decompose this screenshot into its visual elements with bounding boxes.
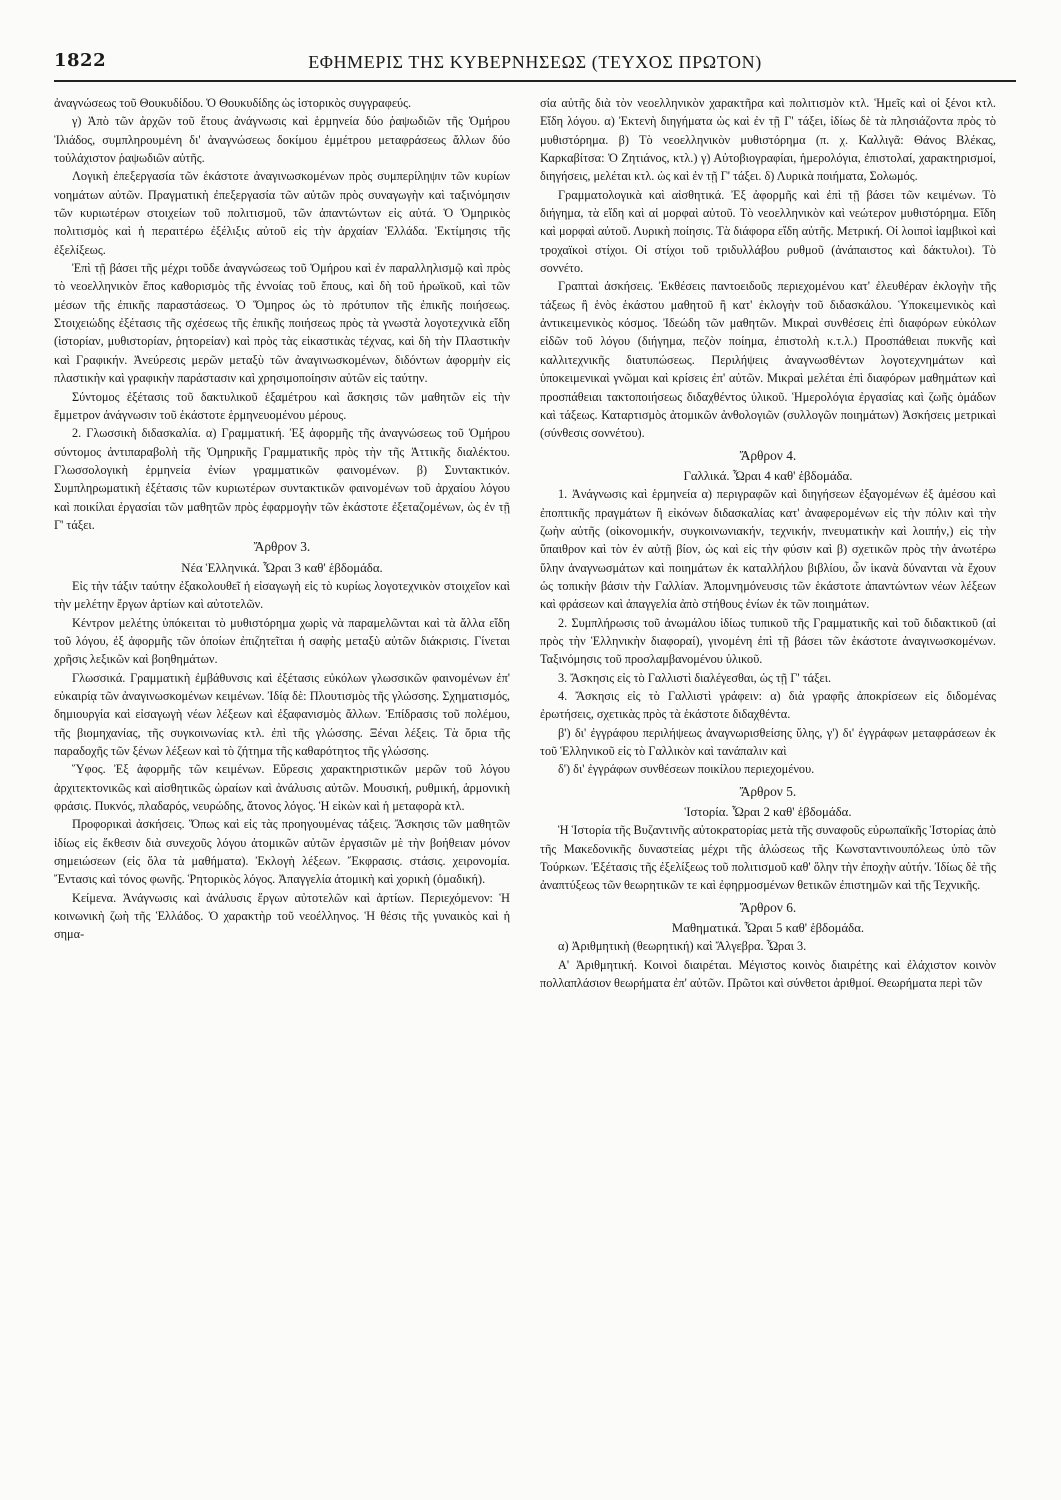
paragraph: Ἡ Ἱστορία τῆς Βυζαντινῆς αὐτοκρατορίας μετὰ τῆς συναφοῦς εὐρωπαϊκῆς Ἱστορίας ἀπὸ τῆς Μακεδονικῆς δυναστείας μέχρι τῆς ἁλώσεως τῆς Κωνσταντινουπόλεως ὑπὸ τῶν Τούρκων. Ἐξέτασις τῆς ἐξελίξεως τοῦ πολιτισμοῦ καθ' ὅλην τὴν ἐποχὴν αὐτήν. Ἰδίως δὲ τῆς ἀναπτύξεως τῶν θεωρητικῶν τε καὶ ἐφηρμοσμένων θετικῶν ἐπιστημῶν καὶ τῆς Τεχνικῆς.	[540, 823, 996, 893]
paragraph: γ) Ἀπὸ τῶν ἀρχῶν τοῦ ἔτους ἀνάγνωσις καὶ ἑρμηνεία δύο ῥαψωδιῶν τῆς Ὁμήρου Ἰλιάδος, συμπληρουμένη δι' ἀναγνώσεως δοκίμου ἐμμέτρου μεταφράσεως ἄλλων δύο τοὐλάχιστον ῥαψωδιῶν αὐτῆς.	[54, 114, 510, 166]
paragraph: β') δι' ἐγγράφου περιλήψεως ἀναγνωρισθείσης ὕλης, γ') δι' ἐγγράφων μεταφράσεων ἐκ τοῦ Ἑλληνικοῦ εἰς τὸ Γαλλικὸν καὶ τανάπαλιν καὶ	[540, 725, 996, 759]
paragraph: 4. Ἄσκησις εἰς τὸ Γαλλιστὶ γράφειν: α) διὰ γραφῆς ἀποκρίσεων εἰς διδομένας ἐρωτήσεις, σχετικὰς πρὸς τὰ ἑκάστοτε διδαχθέντα.	[540, 689, 996, 722]
paragraph: 2. Συμπλήρωσις τοῦ ἀνωμάλου ἰδίως τυπικοῦ τῆς Γραμματικῆς καὶ τοῦ διδακτικοῦ (αἱ πρὸς τὴν Ἑλληνικὴν διαφοραί), γινομένη ἐπὶ τῇ βάσει τῶν ἑκάστοτε ἀναγινωσκομένων. Ταξινόμησις τοῦ προσλαμβανομένου ὑλικοῦ.	[540, 615, 996, 667]
header-rule	[54, 80, 1016, 82]
paragraph: Λογικὴ ἐπεξεργασία τῶν ἑκάστοτε ἀναγινωσκομένων πρὸς συμπερίληψιν τῶν κυρίων νοημάτων αὐτῶν. Πραγματικὴ ἐπεξεργασία τῶν αὐτῶν πρὸς συναγωγὴν καὶ ταξινόμησιν τῶν κυριωτέρων στοιχείων τοῦ πολιτισμοῦ, τῶν ἀπαντώντων εἰς αὐτά. Ὁ Ὁμηρικὸς πολιτισμὸς καὶ ἡ περαιτέρω ἐξέλιξις αὐτοῦ εἰς τὴν ἀρχαίαν Ἑλλάδα. Ἐκτίμησις τῆς ἐξελίξεως.	[54, 169, 510, 257]
right-column	[540, 94, 996, 1484]
paragraph: 2. Γλωσσικὴ διδασκαλία. α) Γραμματική. Ἐξ ἀφορμῆς τῆς ἀναγνώσεως τοῦ Ὁμήρου σύντομος ἀντιπαραβολὴ τῆς Ὁμηρικῆς Γραμματικῆς πρὸς τὴν τῆς Ἀττικῆς διαλέκτου. Γλωσσολογικὴ ἑρμηνεία ἐνίων γραμματικῶν φαινομένων. β) Συντακτικόν. Συμπληρωματικὴ ἐξέτασις τῶν κυριωτέρων συντακτικῶν φαινομένων τοῦ ἀρχαίου λόγου καὶ ποικίλαι ἐργασίαι τῶν μαθητῶν πρὸς ἐφαρμογὴν τῶν ἑκάστοτε ἐξεταζομένων, ὡς ἐν τῇ Γ' τάξει.	[54, 426, 510, 532]
page-number: 1822	[54, 50, 107, 71]
paragraph: Ἐπὶ τῇ βάσει τῆς μέχρι τοῦδε ἀναγνώσεως τοῦ Ὁμήρου καὶ ἐν παραλληλισμῷ καὶ πρὸς τὸ νεοελληνικὸν ἔπος καθορισμὸς τῆς ἐννοίας τοῦ ἔπους, καὶ δὴ τοῦ ἡρωϊκοῦ, καὶ τῶν μέσων τῆς ἐπικῆς παραστάσεως. Ὁ Ὅμηρος ὡς τὸ πρότυπον τῆς ἐπικῆς ποιήσεως. Στοιχειώδης ἐξέτασις τῆς σχέσεως τῆς ἐπικῆς ποιήσεως πρὸς τὰ γνωστὰ λογοτεχνικὰ εἴδη (ἱστορίαν, μυθιστορίαν, ῥητορείαν) καὶ πρὸς τὰς εἰκαστικὰς τέχνας, καὶ δὴ τὴν Πλαστικὴν καὶ Γραφικήν. Ἀνεύρεσις μερῶν μεταξὺ τῶν ἀναγινωσκομένων, διδόντων ἀφορμὴν εἰς πλαστικὴν καὶ γραφικὴν παράστασιν καὶ χρησιμοποίησιν αὐτῶν εἰς ταύτην.	[54, 261, 510, 386]
paragraph: Σύντομος ἐξέτασις τοῦ δακτυλικοῦ ἑξαμέτρου καὶ ἄσκησις τῶν μαθητῶν εἰς τὴν ἔμμετρον ἀνάγνωσιν τοῦ ἑκάστοτε ἑρμηνευομένου μέρους.	[54, 389, 510, 422]
paragraph: σία αὐτῆς διὰ τὸν νεοελληνικὸν χαρακτῆρα καὶ πολιτισμὸν κτλ. Ἡμεῖς καὶ οἱ ξένοι κτλ. Εἴδη λόγου. α) Ἐκτενὴ διηγήματα ὡς καὶ ἐν τῇ Γ' τάξει, ἰδίως δὲ τὰ πλησιάζοντα πρὸς τὸ μυθιστόρημα. β) Τὸ νεοελληνικὸν μυθιστόρημα (π. χ. Καλλιγᾶ: Θάνος Βλέκας, Καρκαβίτσα: Ὁ Ζητιάνος, κτλ.) γ) Αὐτοβιογραφίαι, ἡμερολόγια, ἐπιστολαί, χαρακτηρισμοί, διηγήσεις, μελέται κτλ. ὡς καὶ ἐν τῇ Γ' τάξει. δ) Λυρικὰ ποιήματα, Σολωμός.	[540, 96, 996, 184]
paragraph: ἀναγνώσεως τοῦ Θουκυδίδου. Ὁ Θουκυδίδης ὡς ἱστορικὸς συγγραφεύς.	[54, 96, 412, 110]
article-heading: Ἄρθρον 6.	[739, 899, 797, 915]
article-subject: Γαλλικά. Ὧραι 4 καθ' ἑβδομάδα.	[683, 468, 853, 483]
paragraph: δ') δι' ἐγγράφων συνθέσεων ποικίλου περιεχομένου.	[558, 762, 815, 777]
paragraph: Γραπταὶ ἀσκήσεις. Ἐκθέσεις παντοειδοῦς περιεχομένου κατ' ἐλευθέραν ἐκλογὴν τῆς τάξεως ἢ ἑνὸς ἑκάστου μαθητοῦ ἢ κατ' ἐκλογὴν τοῦ διδασκάλου. Ὑποκειμενικὸς καὶ ἀντικειμενικὸς κόσμος. Ἰδεώδη τῶν μαθητῶν. Μικραὶ συνθέσεις ἐπὶ διαφόρων εὐκόλων εἰδῶν τοῦ λόγου (διήγημα, πεζὸν ποίημα, ἐπιστολὴ κ.τ.λ.) Προσπάθειαι πυκνῆς καὶ καλλιτεχνικῆς διατυπώσεως. Περιλήψεις ἀναγνωσθέντων λογοτεχνημάτων καὶ ὑποκειμενικαὶ γνῶμαι καὶ κρίσεις ἐπ' αὐτῶν. Μικραὶ μελέται ἐπὶ διαφόρων μαθημάτων καὶ προσπάθειαι τακτοποιήσεως διδαχθέντος ὑλικοῦ. Ἡμερολόγια ἐργασίας καὶ ζωῆς ὁμάδων καὶ τάξεως. Καταρτισμὸς ἀτομικῶν ἀνθολογιῶν (συλλογῶν ποιημάτων) Ἀσκήσεις μετρικαὶ (σύνθεσις σοννέτου).	[540, 279, 996, 441]
paragraph: Προφορικαὶ ἀσκήσεις. Ὅπως καὶ εἰς τὰς προηγουμένας τάξεις. Ἄσκησις τῶν μαθητῶν ἰδίως εἰς ἔκθεσιν διὰ συνεχοῦς λόγου ἀτομικῶν αὐτῶν ἐργασιῶν μὲ τὴν βοήθειαν μόνον σημειώσεων (εἰς ὅλα τὰ μαθήματα). Ἐκλογὴ λέξεων. Ἔκφρασις. στάσις. χειρονομία. Ἔντασις καὶ τόνος φωνῆς. Ῥητορικὸς λόγος. Ἀπαγγελία ἀτομικὴ καὶ χορικὴ (ὁμαδική).	[54, 817, 510, 887]
page-header	[54, 46, 1016, 80]
article-subject: Νέα Ἑλληνικά. Ὧραι 3 καθ' ἑβδομάδα.	[181, 560, 383, 575]
paragraph: 1. Ἀνάγνωσις καὶ ἑρμηνεία α) περιγραφῶν καὶ διηγήσεων ἐξαγομένων ἐξ ἀμέσου καὶ ἐποπτικῆς πραγμάτων ἢ εἰκόνων διδασκαλίας κατ' ἀναφερομένων εἰς τὴν πόλιν καὶ τὴν ζωὴν αὐτῆς (οἰκονομικήν, συγκοινωνιακήν, τεχνικήν, πνευματικὴν καὶ λοιπήν,) εἰς τὴν ὕπαιθρον καὶ τὸν ἐν αὐτῇ βίον, ὡς καὶ εἰς τὴν φύσιν καὶ β) σχετικῶν πρὸς τὴν ἀνωτέρω ὕλην ἀναγνωσμάτων καὶ ποιημάτων ἐκ καταλλήλου βιβλίου, ὧν ἱκανὰ δύνανται νὰ ἔχουν ὡς τοπικὴν βάσιν τὴν Γαλλίαν. Ἀπομνημόνευσις τῶν ἑκάστοτε ἀπαντώντων νέων λέξεων καὶ φράσεων καὶ ἀπαγγελία ἀπὸ στήθους ἐνίων ἐκ τῶν ποιημάτων.	[540, 487, 996, 612]
paragraph: Γλωσσικά. Γραμματικὴ ἐμβάθυνσις καὶ ἐξέτασις εὐκόλων γλωσσικῶν φαινομένων ἐπ' εὐκαιρίᾳ τῶν ἀναγινωσκομένων κειμένων. Ἰδίᾳ δὲ: Πλουτισμὸς τῆς γλώσσης. Σχηματισμός, δημιουργία καὶ εἰσαγωγὴ νέων λέξεων καὶ ἐξαφανισμὸς ἄλλων. Ἐπίδρασις τοῦ πολέμου, τῆς βιομηχανίας, τῆς συγκοινωνίας κτλ. ἐπὶ τῆς γλώσσης. Ξέναι λέξεις. Τὰ ὅρια τῆς παραδοχῆς τῶν ξένων λέξεων καὶ τὸ ζήτημα τῆς καθαρότητος τῆς γλώσσης.	[54, 670, 510, 759]
left-column	[54, 94, 510, 1484]
paragraph: Ὕφος. Ἐξ ἀφορμῆς τῶν κειμένων. Εὕρεσις χαρακτηριστικῶν μερῶν τοῦ λόγου ἀρχιτεκτονικῶς καὶ αἰσθητικῶς ὡραίων καὶ ἀνάλυσις αὐτῶν. Μουσική, ρυθμική, ἁρμονικὴ φράσις. Πυκνός, πλαδαρός, νευρώδης, ἄτονος λόγος. Ἡ εἰκὼν καὶ ἡ μεταφορὰ κτλ.	[54, 762, 510, 814]
paragraph: 3. Ἄσκησις εἰς τὸ Γαλλιστὶ διαλέγεσθαι, ὡς τῇ Γ' τάξει.	[558, 670, 832, 685]
paragraph: α) Ἀριθμητικὴ (θεωρητική) καὶ Ἄλγεβρα. Ὧραι 3.	[558, 939, 807, 954]
article-heading: Ἄρθρον 4.	[739, 447, 797, 463]
article-heading: Ἄρθρον 5.	[739, 783, 797, 799]
article-heading: Ἄρθρον 3.	[253, 539, 311, 555]
paragraph: Εἰς τὴν τάξιν ταύτην ἐξακολουθεῖ ἡ εἰσαγωγὴ εἰς τὸ κυρίως λογοτεχνικὸν στοιχεῖον καὶ τὴν μελέτην ἔργων ἀρτίων καὶ αὐτοτελῶν.	[54, 578, 510, 612]
running-head-title: ΕΦΗΜΕΡΙΣ ΤΗΣ ΚΥΒΕΡΝΗΣΕΩΣ (ΤΕΥΧΟΣ ΠΡΩΤΟΝ)	[308, 52, 762, 72]
paragraph: Γραμματολογικὰ καὶ αἰσθητικά. Ἐξ ἀφορμῆς καὶ ἐπὶ τῇ βάσει τῶν κειμένων. Τὸ διήγημα, τὰ εἴδη καὶ αἱ μορφαὶ αὐτοῦ. Τὸ νεοελληνικὸν καὶ νεώτερον μυθιστόρημα. Εἴδη καὶ μορφαὶ αὐτοῦ. Λυρικὴ ποίησις. Τὰ διάφορα εἴδη αὐτῆς. Μετρική. Οἱ λοιποὶ ἰαμβικοὶ καὶ τροχαϊκοὶ στίχοι. Οἱ στίχοι τοῦ τριδυλλάβου ρυθμοῦ (ἀνάπαιστος καὶ δάκτυλοι). Τὸ σοννέτο.	[540, 187, 996, 276]
paragraph: Κείμενα. Ἀνάγνωσις καὶ ἀνάλυσις ἔργων αὐτοτελῶν καὶ ἀρτίων. Περιεχόμενον: Ἡ κοινωνικὴ ζωὴ τῆς Ἑλλάδος. Ὁ χαρακτὴρ τοῦ νεοέλληνος. Ἡ θέσις τῆς γυναικὸς καὶ ἡ σημα-	[54, 890, 510, 942]
article-subject: Μαθηματικά. Ὧραι 5 καθ' ἑβδομάδα.	[671, 921, 865, 936]
paragraph: Α' Ἀριθμητική. Κοινοὶ διαιρέται. Μέγιστος κοινὸς διαιρέτης καὶ ἐλάχιστον κοινὸν πολλαπλάσιον θεωρήματα ἐπ' αὐτῶν. Πρῶτοι καὶ σύνθετοι ἀριθμοί. Θεωρήματα περὶ τῶν	[540, 957, 996, 991]
article-subject: Ἱστορία. Ὧραι 2 καθ' ἑβδομάδα.	[684, 805, 852, 820]
paragraph: Κέντρον μελέτης ὑπόκειται τὸ μυθιστόρημα χωρὶς νὰ παραμελῶνται καὶ τὰ ἄλλα εἴδη τοῦ λόγου, ἐξ ἀφορμῆς τῶν ὁποίων ἐπιζητεῖται ἡ σαφὴς μεταξὺ αὐτῶν διάκρισις. Γίνεται χρῆσις λεξικῶν καὶ βοηθημάτων.	[54, 615, 510, 667]
